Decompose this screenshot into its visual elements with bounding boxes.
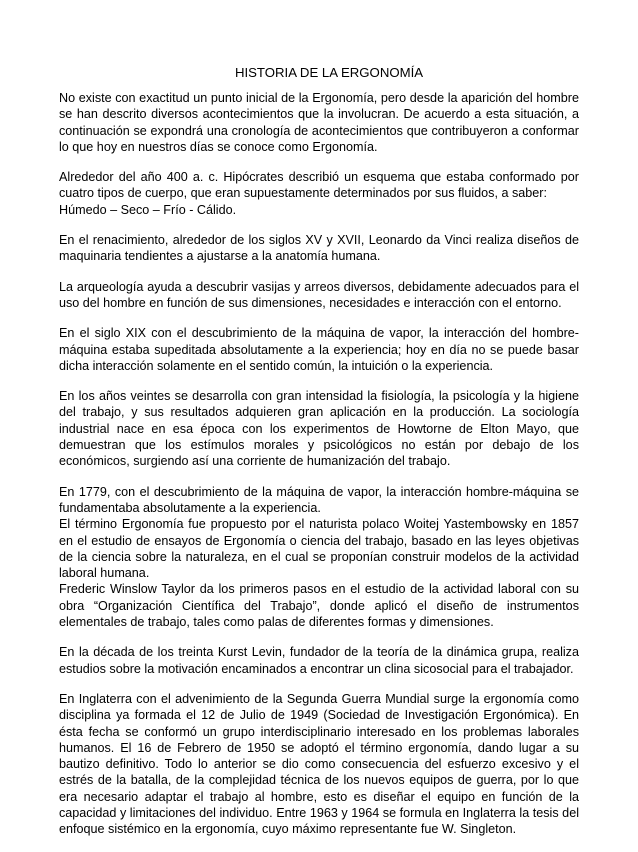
paragraph-renaissance: En el renacimiento, alrededor de los siglos XV y XVII, Leonardo da Vinci realiza diseños de maquinaria tendientes a ajustarse a la anatomía humana. xyxy=(59,233,579,264)
document-page xyxy=(59,64,579,852)
paragraph-taylor: Frederic Winslow Taylor da los primeros pasos en el estudio de la actividad laboral con su obra “Organización Científica del Trabajo”, donde aplicó el diseño de instrumentos elementales de trabajo, tales como palas de diferentes formas y dimensiones. xyxy=(59,582,579,630)
paragraph-levin: En la década de los treinta Kurst Levin, fundador de la teoría de la dinámica grupa, realiza estudios sobre la motivación encaminados a encontrar un clina sicosocial para el trabajador. xyxy=(59,645,579,676)
paragraph-intro: No existe con exactitud un punto inicial de la Ergonomía, pero desde la aparición del hombre se han descrito diversos acontecimientos que la involucran. De acuerdo a esta situación, a continuación se expondrá una cronología de acontecimientos que contribuyeron a conformar lo que hoy en nuestros días se conoce como Ergonomía. xyxy=(59,91,579,154)
paragraph-term-origin: El término Ergonomía fue propuesto por el naturista polaco Woitej Yastembowsky en 1857 en el estudio de ensayos de Ergonomía o ciencia del trabajo, basado en las leyes objetivas de la ciencia sobre la naturaleza, en el cual se proponían construir modelos de la actividad laboral humana. xyxy=(59,517,579,581)
document-title: HISTORIA DE LA ERGONOMÍA xyxy=(234,65,424,80)
paragraph-twenties: En los años veintes se desarrolla con gran intensidad la fisiología, la psicología y la higiene del trabajo, y sus resultados adquieren gran aplicación en la producción. La sociología industrial nace en esa época con los experimentos de Howtorne de Elton Mayo, que demuestran que los estímulos morales y psicológicos no están por debajo de los económicos, surgiendo así una corriente de humanización del trabajo. xyxy=(59,389,579,469)
paragraph-hippocrates: Alrededor del año 400 a. c. Hipócrates describió un esquema que estaba conformado por cuatro tipos de cuerpo, que eran supuestamente determinados por sus fluidos, a saber: xyxy=(59,170,579,201)
paragraph-hippocrates-types: Húmedo – Seco – Frío - Cálido. xyxy=(59,202,237,217)
paragraph-archaeology: La arqueología ayuda a descubrir vasijas y arreos diversos, debidamente adecuados para el uso del hombre en función de sus dimensiones, necesidades e interacción con el entorno. xyxy=(59,279,579,310)
paragraph-1779: En 1779, con el descubrimiento de la máquina de vapor, la interacción hombre-máquina se fundamentaba absolutamente a la experiencia. xyxy=(59,484,579,515)
paragraph-england: En Inglaterra con el advenimiento de la Segunda Guerra Mundial surge la ergonomía como disciplina ya formada el 12 de Julio de 1949 (Sociedad de Investigación Ergonómica). En ésta fecha se conformó un grupo interdisciplinario interesado en los problemas laborales humanos. El 16 de Febrero de 1950 se adoptó el término ergonomía, dando lugar a su bautizo definitivo. Todo lo anterior se dio como consecuencia del esfuerzo excesivo y el estrés de la batalla, de la complejidad técnica de los nuevos equipos de guerra, por lo que era necesario adaptar el trabajo al hombre, esto es diseñar el equipo en función de la capacidad y limitaciones del individuo. Entre 1963 y 1964 se formula en Inglaterra la tesis del enfoque sistémico en la ergonomía, cuyo máximo representante fue W. Singleton. xyxy=(59,691,579,837)
paragraph-19th-century: En el siglo XIX con el descubrimiento de la máquina de vapor, la interacción del hombre-máquina estaba supeditada absolutamente a la experiencia; hoy en día no se puede basar dicha interacción solamente en el sentido común, la intuición o la experiencia. xyxy=(59,326,579,373)
